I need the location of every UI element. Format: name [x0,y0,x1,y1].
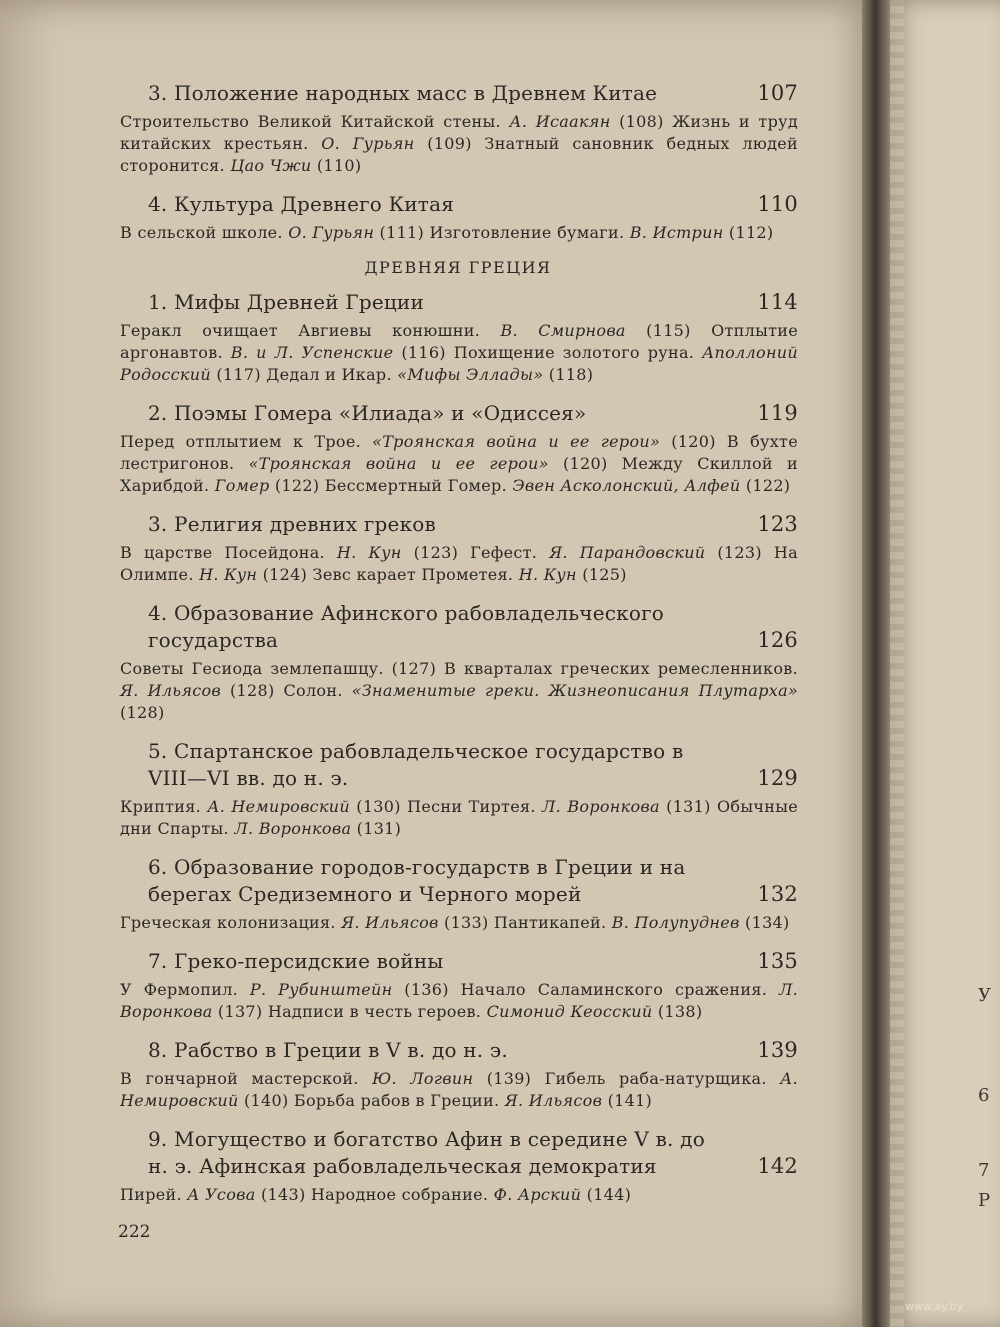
reading-text: Криптия. [120,797,208,816]
reading-text: (131) [351,819,402,838]
reading-text: Греческая колонизация. [120,913,342,932]
reading-text: (144) [581,1185,632,1204]
reading-text: (117) Дедал и Икар. [210,365,398,384]
author-name: «Мифы Эллады» [397,365,544,384]
chapter-page-number: 114 [757,290,798,314]
toc-entry [118,854,798,934]
reading-text: (123) На Олимпе. [120,543,798,584]
reading-text: (138) [652,1002,703,1021]
toc-entry-heading [118,511,798,538]
reading-text: (128) Солон. [221,681,352,700]
facing-page-fragment: Р [978,1190,991,1211]
chapter-page-number: 126 [757,628,798,652]
author-name: А. Немировский [120,1069,798,1110]
author-name: Ф. Арский [493,1185,582,1204]
reading-list [118,658,798,724]
toc-entry [118,511,798,586]
reading-list [118,111,798,177]
chapter-page-number: 123 [757,512,798,536]
toc-entry-heading [118,854,798,908]
reading-text: В царстве Посейдона. [120,543,337,562]
author-name: А. Исаакян [509,112,611,131]
watermark: www.ay.by [905,1300,964,1313]
reading-text: (134) [739,913,790,932]
reading-list [118,912,798,934]
author-name: Симонид Кеосский [486,1002,653,1021]
reading-text: (124) Зевс карает Прометея. [257,565,519,584]
chapter-title: 2. Поэмы Гомера «Илиада» и «Одиссея» [148,401,587,425]
page-number: 222 [118,1222,151,1242]
reading-text: (120) В бухте лестригонов. [120,432,798,473]
author-name: О. Гурьян [288,223,375,242]
reading-list [118,542,798,586]
reading-text: (139) Гибель раба-натурщика. [473,1069,781,1088]
facing-page-fragment: 7 [978,1160,990,1181]
chapter-title: 4. Культура Древнего Китая [148,192,455,216]
toc-entry-heading [118,80,798,107]
reading-text: Советы Гесиода землепашцу. (127) В кварталах греческих ремесленников. [120,659,798,678]
author-name: А Усова [187,1185,256,1204]
reading-text: (116) Похищение золотого руна. [393,343,703,362]
toc-entry-heading [118,738,798,792]
author-name: Я. Ильясов [341,913,439,932]
facing-page-edge [890,0,1000,1327]
reading-text: (122) [740,476,791,495]
toc-entry-heading [118,289,798,316]
reading-text: (131) Обычные дни Спарты. [120,797,798,838]
toc-entry-heading [118,948,798,975]
author-name: В. Истрин [629,223,724,242]
reading-list [118,431,798,497]
chapter-page-number: 119 [757,401,798,425]
chapter-title: 5. Спартанское рабовладельческое государство в VIII—VI вв. до н. э. [148,739,684,790]
author-name: Н. Кун [199,565,258,584]
reading-list [118,1184,798,1206]
reading-text: (112) [723,223,774,242]
toc-entry [118,191,798,244]
book-spine-gutter [862,0,892,1327]
section-heading: ДРЕВНЯЯ ГРЕЦИЯ [364,258,552,277]
author-name: Я. Ильясов [120,681,222,700]
reading-list [118,222,798,244]
reading-text: (130) Песни Тиртея. [350,797,543,816]
reading-text: (123) Гефест. [401,543,550,562]
chapter-title: 6. Образование городов-государств в Греции и на берегах Средиземного и Черного морей [148,855,686,906]
reading-text: (125) [576,565,627,584]
toc-entry [118,400,798,497]
reading-text: В гончарной мастерской. [120,1069,373,1088]
author-name: Ю. Логвин [372,1069,474,1088]
author-name: «Троянская война и ее герои» [372,432,661,451]
author-name: Л. Воронкова [234,819,352,838]
toc-entry [118,1037,798,1112]
chapter-title: 3. Положение народных масс в Древнем Китае [148,81,658,105]
torn-paper-edge [890,0,904,1327]
toc-entry [118,600,798,724]
author-name: Гомер [214,476,270,495]
toc-entry [118,80,798,177]
author-name: Я. Ильясов [504,1091,603,1110]
chapter-title: 8. Рабство в Греции в V в. до н. э. [148,1038,508,1062]
chapter-page-number: 142 [757,1154,798,1178]
reading-text: (133) Пантикапей. [438,913,612,932]
author-name: Эвен Асколонский, Алфей [512,476,741,495]
toc-entries-china [118,80,798,244]
facing-page-fragment: У [978,985,992,1006]
reading-text: (128) [120,703,165,722]
toc-entry-heading [118,1037,798,1064]
chapter-page-number: 107 [757,81,798,105]
author-name: Цао Чжи [230,156,312,175]
chapter-page-number: 132 [757,882,798,906]
reading-text: (122) Бессмертный Гомер. [269,476,513,495]
toc-entry [118,1126,798,1206]
reading-list [118,1068,798,1112]
reading-text: (118) [543,365,594,384]
reading-text: (115) Отплытие аргонавтов. [120,321,798,362]
chapter-title: 3. Религия древних греков [148,512,436,536]
reading-list [118,320,798,386]
author-name: В. и Л. Успенские [230,343,394,362]
author-name: «Знаменитые греки. Жизнеописания Плутарха» [351,681,799,700]
author-name: Н. Кун [336,543,402,562]
facing-page-fragment: 6 [978,1085,990,1106]
chapter-page-number: 139 [757,1038,798,1062]
toc-entry-heading [118,400,798,427]
chapter-title: 9. Могущество и богатство Афин в середине V в. до н. э. Афинская рабовладельческая демократия [148,1127,705,1178]
chapter-title: 1. Мифы Древней Греции [148,290,424,314]
toc-entry [118,289,798,386]
reading-text: Пирей. [120,1185,188,1204]
reading-text: (108) Жизнь и труд китайских крестьян. [120,112,798,153]
toc-entry-heading [118,191,798,218]
chapter-page-number: 129 [757,766,798,790]
reading-text: (110) [311,156,362,175]
reading-text: (120) Между Скиллой и Харибдой. [120,454,798,495]
author-name: Р. Рубинштейн [249,980,393,999]
author-name: О. Гурьян [321,134,415,153]
reading-text: Строительство Великой Китайской стены. [120,112,510,131]
toc-entry-heading [118,600,798,654]
author-name: Аполлоний Родосский [120,343,798,384]
reading-text: (143) Народное собрание. [255,1185,494,1204]
chapter-page-number: 135 [757,949,798,973]
reading-text: (141) [602,1091,653,1110]
reading-list [118,979,798,1023]
reading-text: (140) Борьба рабов в Греции. [238,1091,505,1110]
author-name: Л. Воронкова [542,797,660,816]
author-name: Я. Парандовский [549,543,706,562]
reading-text: Геракл очищает Авгиевы конюшни. [120,321,501,340]
author-name: Л. Воронкова [120,980,799,1021]
reading-text: В сельской школе. [120,223,289,242]
reading-text: Перед отплытием к Трое. [120,432,373,451]
author-name: В. Смирнова [500,321,626,340]
reading-text: У Фермопил. [120,980,250,999]
toc-entry [118,948,798,1023]
toc-entry [118,738,798,840]
reading-text: (136) Начало Саламинского сражения. [392,980,779,999]
chapter-title: 4. Образование Афинского рабовладельческого государства [148,601,665,652]
author-name: А. Немировский [207,797,351,816]
reading-text: (109) Знатный сановник бедных людей сторонится. [120,134,798,175]
reading-text: (111) Изготовление бумаги. [374,223,630,242]
toc-entries-greece [118,289,798,1206]
toc-entry-heading [118,1126,798,1180]
chapter-page-number: 110 [757,192,798,216]
chapter-title: 7. Греко-персидские войны [148,949,444,973]
author-name: «Троянская война и ее герои» [248,454,549,473]
author-name: В. Полупуднев [611,913,740,932]
reading-text: (137) Надписи в честь героев. [212,1002,487,1021]
reading-list [118,796,798,840]
table-of-contents [118,80,798,1220]
author-name: Н. Кун [518,565,577,584]
